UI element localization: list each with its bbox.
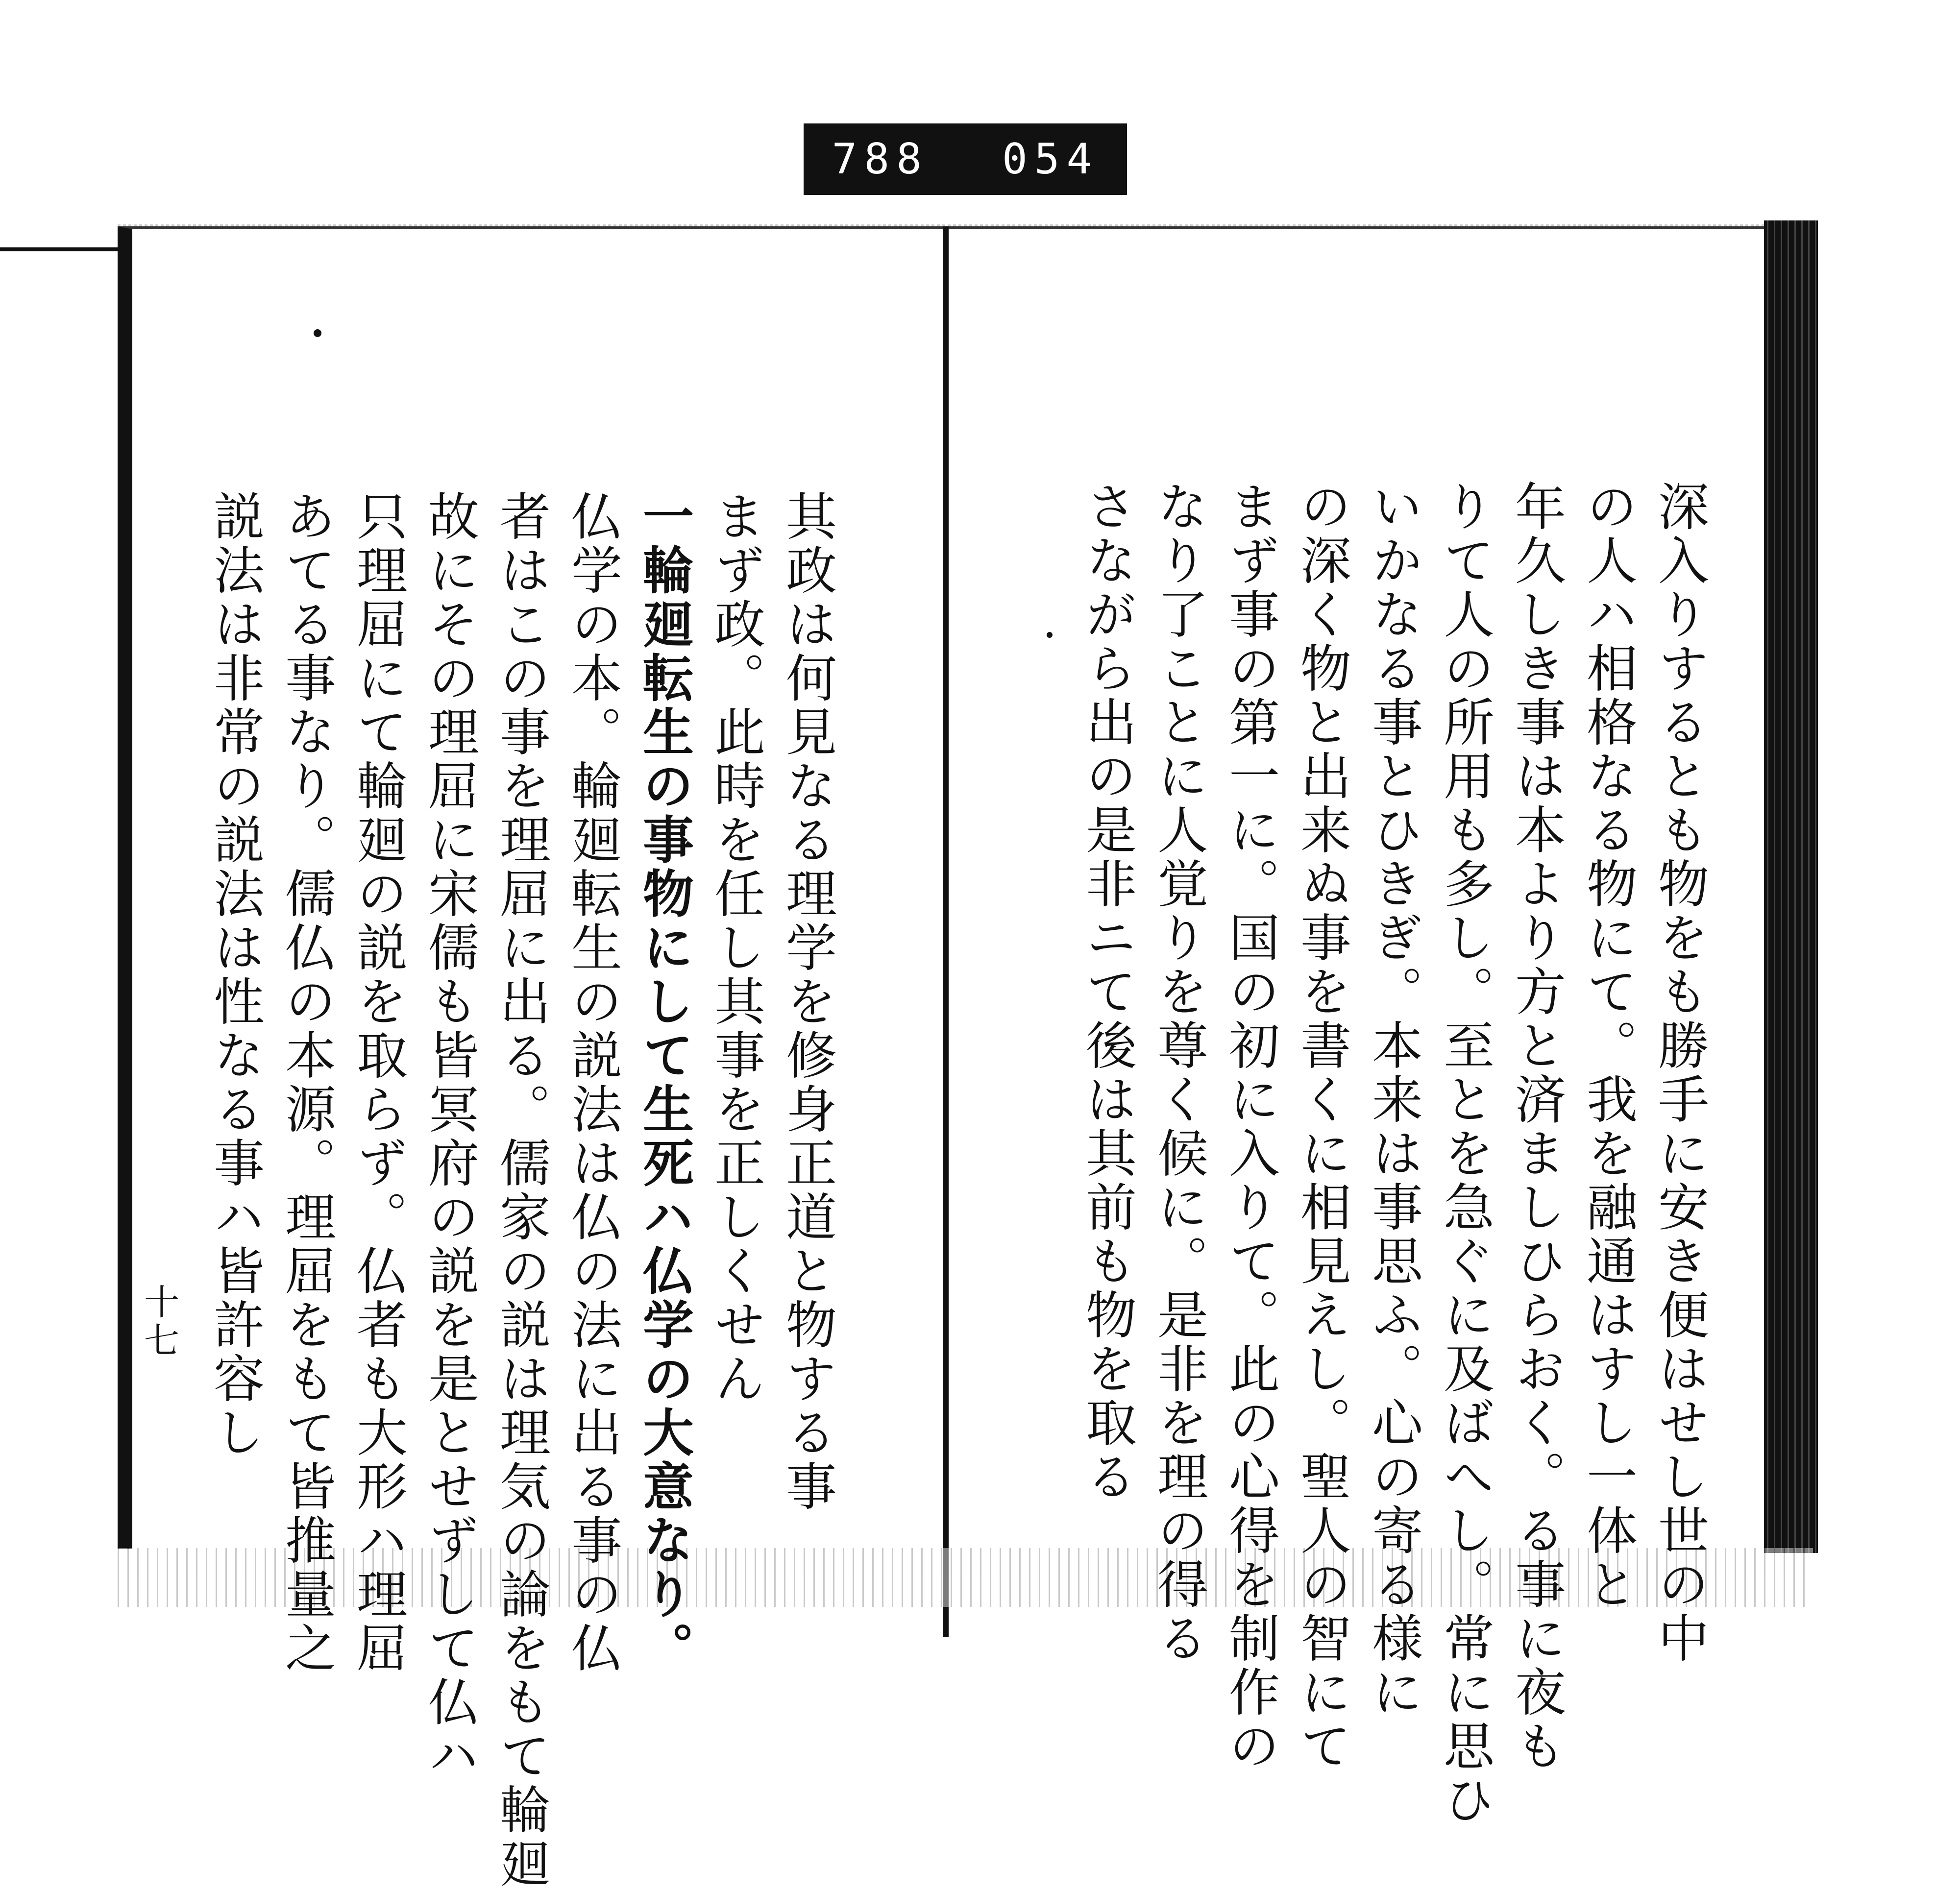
film-label-left: 788 — [832, 135, 929, 184]
text-line: 只理屈にて輪廻の説を取らず。仏者も大形ハ理屈 — [348, 490, 408, 1675]
ink-blot — [314, 329, 321, 337]
text-line: なり了ことに人覚りを尊く候に。是非を理の得る — [1149, 480, 1208, 1666]
text-line: 仏学の本。輪廻転生の説法は仏の法に出る事の仏 — [563, 490, 622, 1675]
text-line: 其政は何見なる理学を修身正道と物する事 — [777, 490, 837, 1514]
text-line: りて人の所用も多し。至とを急ぐに及ばへし。常に思ひ — [1435, 480, 1494, 1827]
text-line: まず事の第一に。国の初に入りて。此の心得を制作の — [1220, 480, 1280, 1773]
text-line: 故にその理屈に宋儒も皆冥府の説を是とせずして仏ハ — [419, 490, 479, 1783]
text-line: の人ハ相格なる物にて。我を融通はすし一体と — [1578, 480, 1638, 1612]
text-line: いかなる事とひきぎ。本来は事思ふ。心の寄る様に — [1363, 480, 1423, 1720]
text-line: の深く物と出来ぬ事を書くに相見えし。聖人の智にて — [1292, 480, 1351, 1773]
section-heading-line: 一輪廻転生の事物にして生死ハ仏学の大意なり。 — [634, 490, 694, 1675]
page-number: 十七 — [138, 1284, 179, 1360]
text-line: まず政。此時を任し其事を正しくせん — [706, 490, 765, 1406]
text-line: 者はこの事を理屈に出る。儒家の説は理気の論をもて輪廻 — [491, 490, 551, 1891]
ink-blot — [1047, 632, 1053, 638]
text-line: 深入りするとも物をも勝手に安き便はせし世の中 — [1649, 480, 1709, 1666]
text-line: 年久しき事は本より方と済ましひらおく。る事に夜も — [1506, 480, 1566, 1773]
right-page-text — [1068, 480, 1715, 1827]
film-label-right: 054 — [1002, 135, 1099, 184]
text-line: 説法は非常の説法は性なる事ハ皆許容し — [205, 490, 265, 1460]
left-page-text — [196, 490, 843, 1891]
book-gutter — [943, 226, 949, 1637]
text-line: あてる事なり。儒仏の本源。理屈をもて皆推量之 — [276, 490, 336, 1675]
registration-rule — [0, 247, 127, 251]
film-reel-label — [804, 123, 1127, 195]
right-fore-edge — [1764, 220, 1818, 1553]
text-line: さながら出の是非ニて後は其前も物を取る — [1077, 480, 1137, 1504]
